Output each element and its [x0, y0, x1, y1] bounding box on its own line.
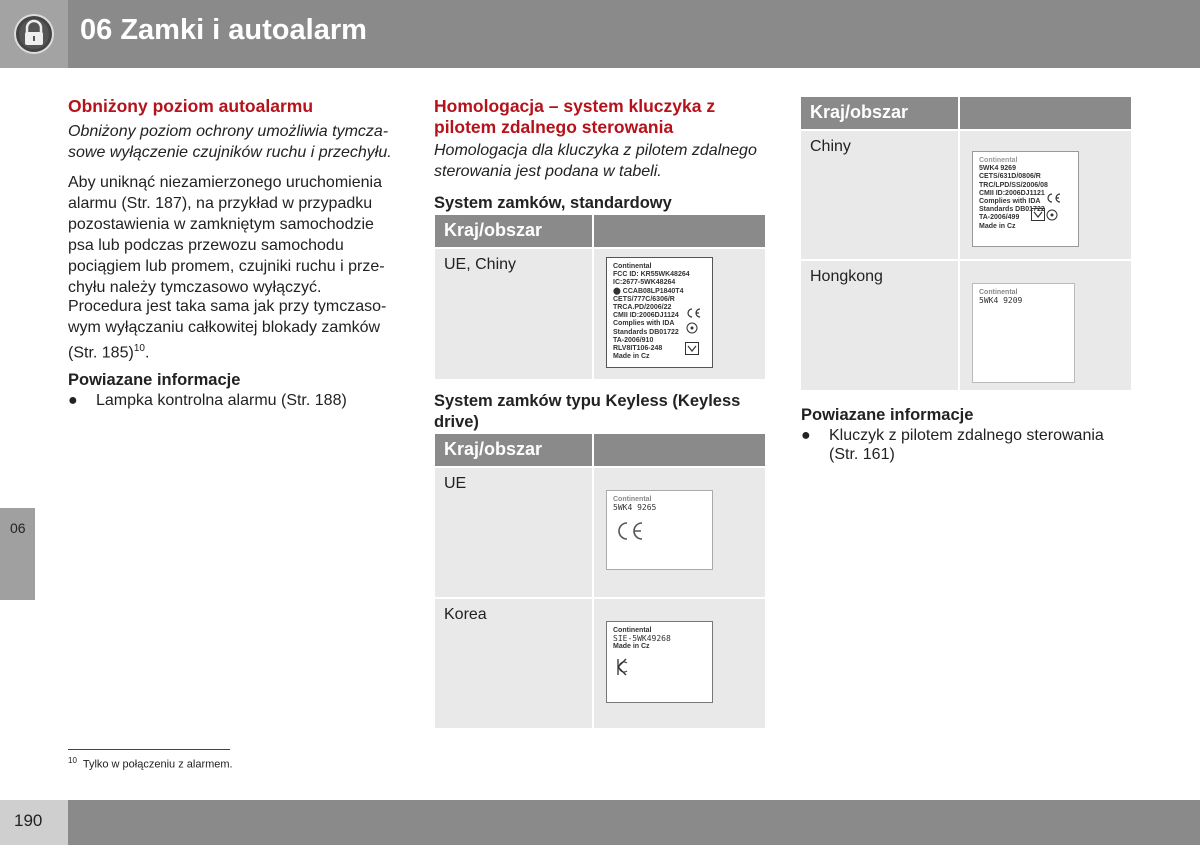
- label-brand: Continental: [613, 627, 652, 634]
- label-code: SIE-5WK49268: [613, 634, 671, 644]
- label-line: Made in Cz: [979, 222, 1016, 230]
- label-code: 5WK4 9209: [979, 296, 1023, 306]
- table-row-label-cell: [801, 131, 958, 259]
- label-lines: [613, 496, 656, 512]
- bullet-dot: ●: [68, 392, 78, 409]
- page-number: 190: [14, 811, 43, 830]
- label-line: Complies with IDA: [979, 198, 1041, 206]
- ce-mark-icon: [1045, 193, 1061, 203]
- table-row-image-cell: [594, 249, 765, 379]
- compliance-mark-icon: [685, 342, 699, 355]
- subheading-standard-system: System zamków, standardowy: [434, 194, 672, 212]
- ce-mark-icon: [615, 521, 645, 541]
- table-header-label: Kraj/obszar: [444, 439, 543, 459]
- bullet-dot: ●: [801, 427, 811, 444]
- table-header-country: [801, 97, 958, 129]
- row-label-korea: Korea: [444, 606, 487, 623]
- subheading-keyless-system: System zamków typu Keyless (Keyless drive): [434, 392, 741, 431]
- label-line: Standards DB01722: [979, 206, 1045, 214]
- class-mark-icon: [686, 322, 698, 334]
- table-header-label: Kraj/obszar: [810, 102, 909, 122]
- footnote-ref[interactable]: 10: [133, 343, 145, 354]
- chapter-header: [0, 0, 1200, 68]
- label-line: TA-2006/499: [979, 214, 1020, 222]
- row-label-china: Chiny: [810, 138, 851, 155]
- table-row-image-cell: [594, 468, 765, 597]
- chapter-title: 06 Zamki i autoalarm: [80, 14, 367, 46]
- table-row-label-cell: [435, 468, 592, 597]
- label-line: Complies with IDA: [613, 320, 675, 328]
- table-row-label-cell: [435, 599, 592, 728]
- table-row-image-cell: [960, 131, 1131, 259]
- related-link-2-text[interactable]: Kluczyk z pilotem zdalnego sterowania (Str. 161): [829, 427, 1104, 463]
- side-tab-label: 06: [10, 520, 26, 536]
- page-footer: [0, 800, 1200, 845]
- related-link-2[interactable]: [801, 426, 1131, 464]
- footnote-number: 10: [68, 756, 77, 765]
- label-line: TRC/LPD/SS/2006/08: [979, 181, 1048, 189]
- label-line: CMII ID:2006DJ1124: [613, 312, 679, 320]
- label-lines: [979, 289, 1022, 305]
- label-lines: [613, 263, 690, 361]
- table-header-empty: [594, 215, 765, 247]
- homologation-label-image: [606, 621, 713, 703]
- label-line: RLV8IT106-248: [613, 345, 663, 353]
- section-heading-homologation: Homologacja – system kluczyka z pilotem zdalnego sterowania: [434, 96, 716, 137]
- label-line: Continental: [979, 157, 1018, 164]
- homologation-intro: Homologacja dla kluczyka z pilotem zdalnego sterowania jest podana w tabeli.: [434, 142, 757, 180]
- lock-icon: [13, 13, 55, 55]
- label-line: FCC ID: KR55WK48264: [613, 271, 690, 279]
- alarm-level-paragraph-1: Aby uniknąć niezamierzonego uruchomienia alarmu (Str. 187), na przykład w przypadku pozostawienia w zamkniętym samochodzie psa lub podczas przewozu samochodu pociągiem lub promem, czujniki ruchu i prze-chyłu należy tymczasowo wyłączyć.: [68, 174, 385, 296]
- label-line: TRCA.PD/2006/22: [613, 304, 672, 312]
- label-line: IC:2677-5WK48264: [613, 279, 676, 287]
- alarm-level-paragraph-2: Procedura jest taka sama jak przy tymczaso-wym wyłączaniu całkowitej blokady zamków (Str. 185)$^{10}$.: [68, 298, 387, 362]
- table-header-empty: [960, 97, 1131, 129]
- compliance-mark-icon: [1031, 208, 1045, 221]
- label-line: CMII ID:2006DJ1121: [979, 189, 1045, 197]
- label-line: Standards DB01722: [613, 328, 679, 336]
- related-info-heading-1: Powiazane informacje: [68, 371, 241, 389]
- homologation-label-image: [606, 490, 713, 570]
- kc-mark-icon: [615, 658, 629, 676]
- ce-mark-icon: [685, 308, 701, 318]
- label-line: CETS/631D/0806/R: [979, 173, 1041, 181]
- table-row-label-cell: [435, 249, 592, 379]
- related-info-heading-2: Powiazane informacje: [801, 406, 974, 424]
- homologation-label-image: [606, 257, 713, 368]
- related-link-1[interactable]: [68, 391, 398, 410]
- label-line: Made in Cz: [613, 353, 650, 361]
- chapter-side-tab[interactable]: [0, 508, 35, 600]
- row-label-eu: UE: [444, 475, 467, 492]
- homologation-label-image: [972, 283, 1075, 383]
- row-label-hongkong: Hongkong: [810, 268, 883, 285]
- header-icon-box: [0, 0, 68, 68]
- table-row-image-cell: [594, 599, 765, 728]
- label-line: Continental: [613, 263, 652, 270]
- footnote-text: Tylko w połączeniu z alarmem.: [82, 758, 233, 771]
- table-header-label: Kraj/obszar: [444, 220, 543, 240]
- label-brand: Continental: [613, 496, 652, 503]
- label-line: ⬤ CCAB08LP1840T4: [613, 287, 684, 295]
- label-line: 5WK4 9269: [979, 165, 1016, 173]
- label-line: CETS/777C/6306/R: [613, 295, 675, 303]
- table-row-label-cell: [801, 261, 958, 390]
- alarm-level-intro: Obniżony poziom ochrony umożliwia tymcza-sowe wyłączenie czujników ruchu i przechyłu.: [68, 123, 392, 161]
- table-header-country: [435, 215, 592, 247]
- homologation-label-image: [972, 151, 1079, 247]
- label-brand: Continental: [979, 289, 1018, 296]
- footnote-divider: [68, 749, 230, 750]
- table-header-empty: [594, 434, 765, 466]
- section-heading-alarm-level: Obniżony poziom autoalarmu: [68, 96, 314, 116]
- related-link-1-text[interactable]: Lampka kontrolna alarmu (Str. 188): [96, 392, 347, 409]
- table-header-country: [435, 434, 592, 466]
- label-code: 5WK4 9265: [613, 503, 657, 513]
- label-made-in: Made in Cz: [613, 643, 650, 651]
- page-number-box: [0, 800, 68, 845]
- row-label-eu-china: UE, Chiny: [444, 256, 517, 273]
- label-lines: [613, 627, 671, 652]
- footnote: [68, 756, 233, 771]
- label-line: TA-2006/910: [613, 336, 654, 344]
- label-line-text: CCAB08LP1840T4: [622, 287, 684, 295]
- table-row-image-cell: [960, 261, 1131, 390]
- class-mark-icon: [1046, 209, 1058, 221]
